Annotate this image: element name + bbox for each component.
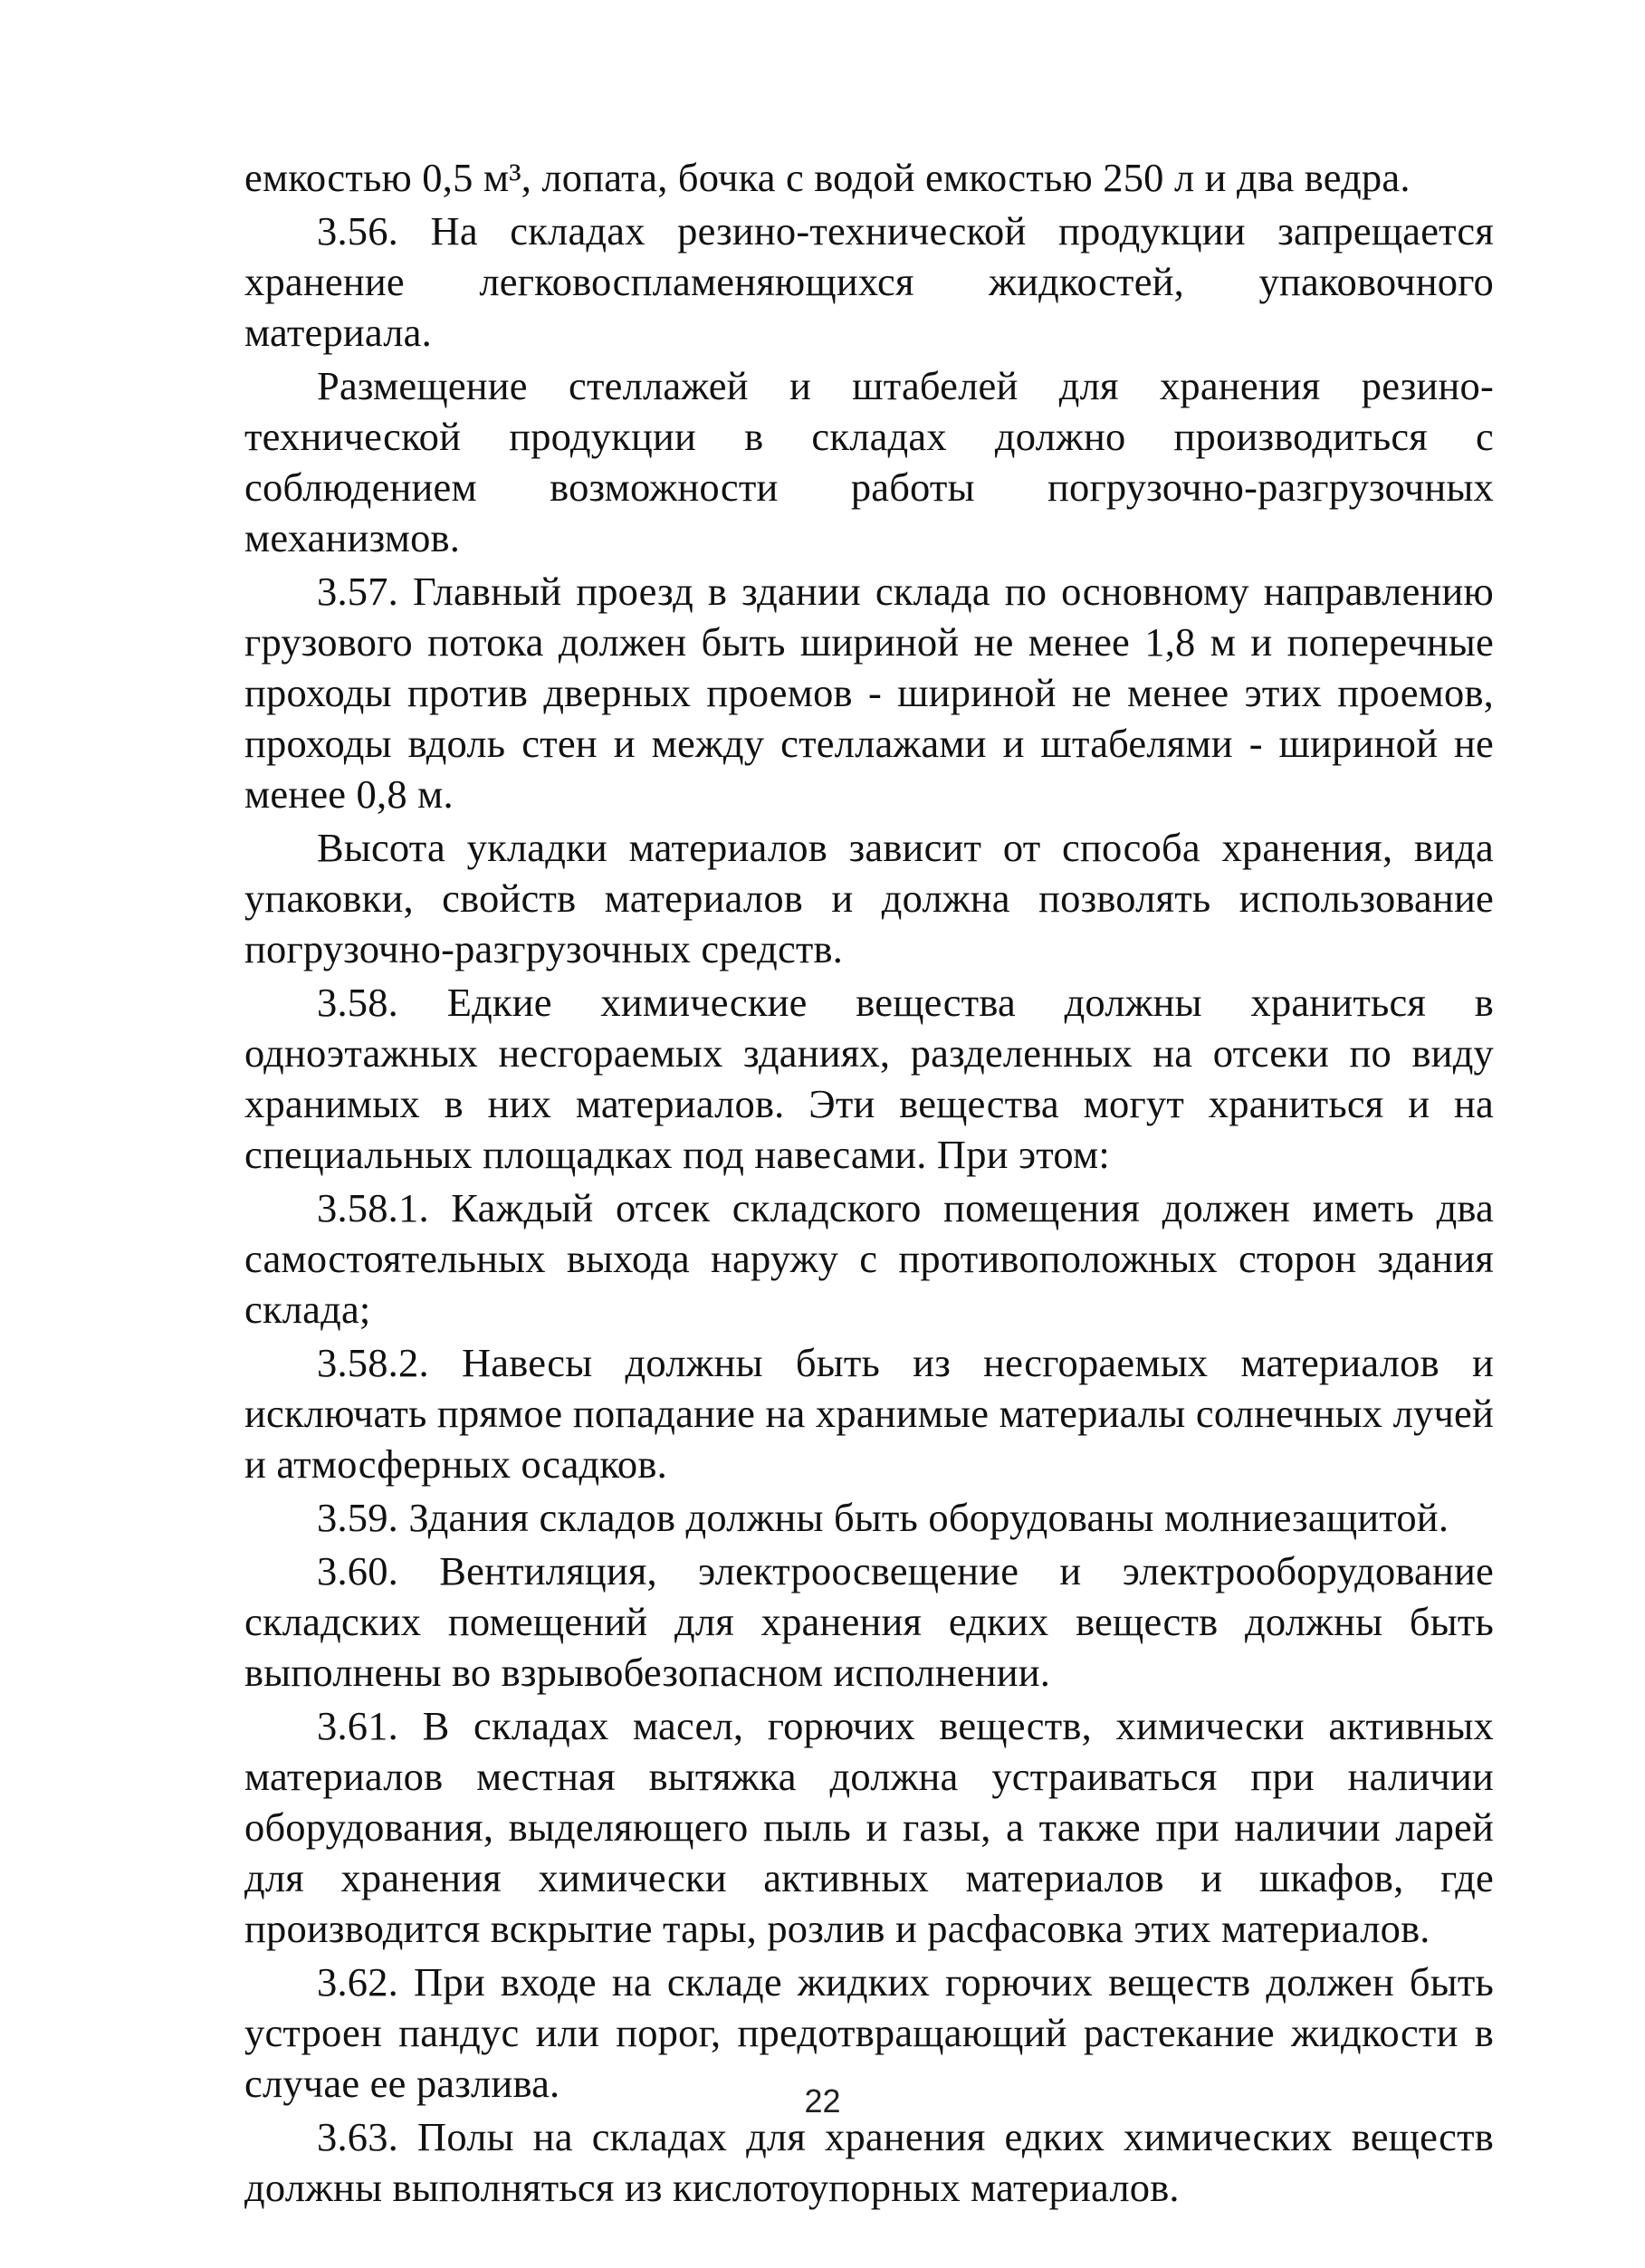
paragraph-3-58-2: 3.58.2. Навесы должны быть из несгораемых материалов и исключать прямое попадание на хранимые материалы солнечных лучей и атмосферных осадков.: [244, 1340, 1494, 1487]
paragraph-3-56-placement: Размещение стеллажей и штабелей для хранения резино-технической продукции в складах должно производиться с соблюдением возможности работы погрузочно-разгрузочных механизмов.: [244, 363, 1494, 560]
paragraph-3-60: 3.60. Вентиляция, электроосвещение и электрооборудование складских помещений для хранения едких веществ должны быть выполнены во взрывобезопасном исполнении.: [244, 1548, 1494, 1695]
paragraph-3-58: 3.58. Едкие химические вещества должны храниться в одноэтажных несгораемых зданиях, разделенных на отсеки по виду хранимых в них материалов. Эти вещества могут храниться и на специальных площадках под навесами. При этом:: [244, 980, 1494, 1177]
paragraph-3-56: 3.56. На складах резино-технической продукции запрещается хранение легковоспламеняющихся жидкостей, упаковочного материала.: [244, 208, 1494, 355]
paragraph-3-63: 3.63. Полы на складах для хранения едких химических веществ должны выполняться из кислотоупорных материалов.: [244, 2114, 1494, 2210]
paragraph-3-59: 3.59. Здания складов должны быть оборудованы молниезащитой.: [317, 1495, 1449, 1540]
paragraph-3-58-1: 3.58.1. Каждый отсек складского помещения должен иметь два самостоятельных выхода наружу с противоположных сторон здания склада;: [244, 1185, 1494, 1332]
paragraph-3-62: 3.62. При входе на складе жидких горючих веществ должен быть устроен пандус или порог, предотвращающий растекание жидкости в случае ее разлива.: [244, 1959, 1494, 2106]
body-text: [244, 152, 1494, 2215]
paragraph-continuation: емкостью 0,5 м³, лопата, бочка с водой емкостью 250 л и два ведра.: [244, 155, 1411, 200]
page-number: 22: [804, 2082, 841, 2120]
paragraph-3-57-height: Высота укладки материалов зависит от способа хранения, вида упаковки, свойств материалов и должна позволять использование погрузочно-разгрузочных средств.: [244, 825, 1494, 971]
paragraph-3-57: 3.57. Главный проезд в здании склада по основному направлению грузового потока должен быть шириной не менее 1,8 м и поперечные проходы против дверных проемов - шириной не менее этих проемов, проходы вдоль стен и между стеллажами и штабелями - шириной не менее 0,8 м.: [244, 569, 1494, 817]
paragraph-3-61: 3.61. В складах масел, горючих веществ, химически активных материалов местная вытяжка должна устраиваться при наличии оборудования, выделяющего пыль и газы, а также при наличии ларей для хранения химически активных материалов и шкафов, где производится вскрытие тары, розлив и расфасовка этих материалов.: [244, 1703, 1494, 1951]
